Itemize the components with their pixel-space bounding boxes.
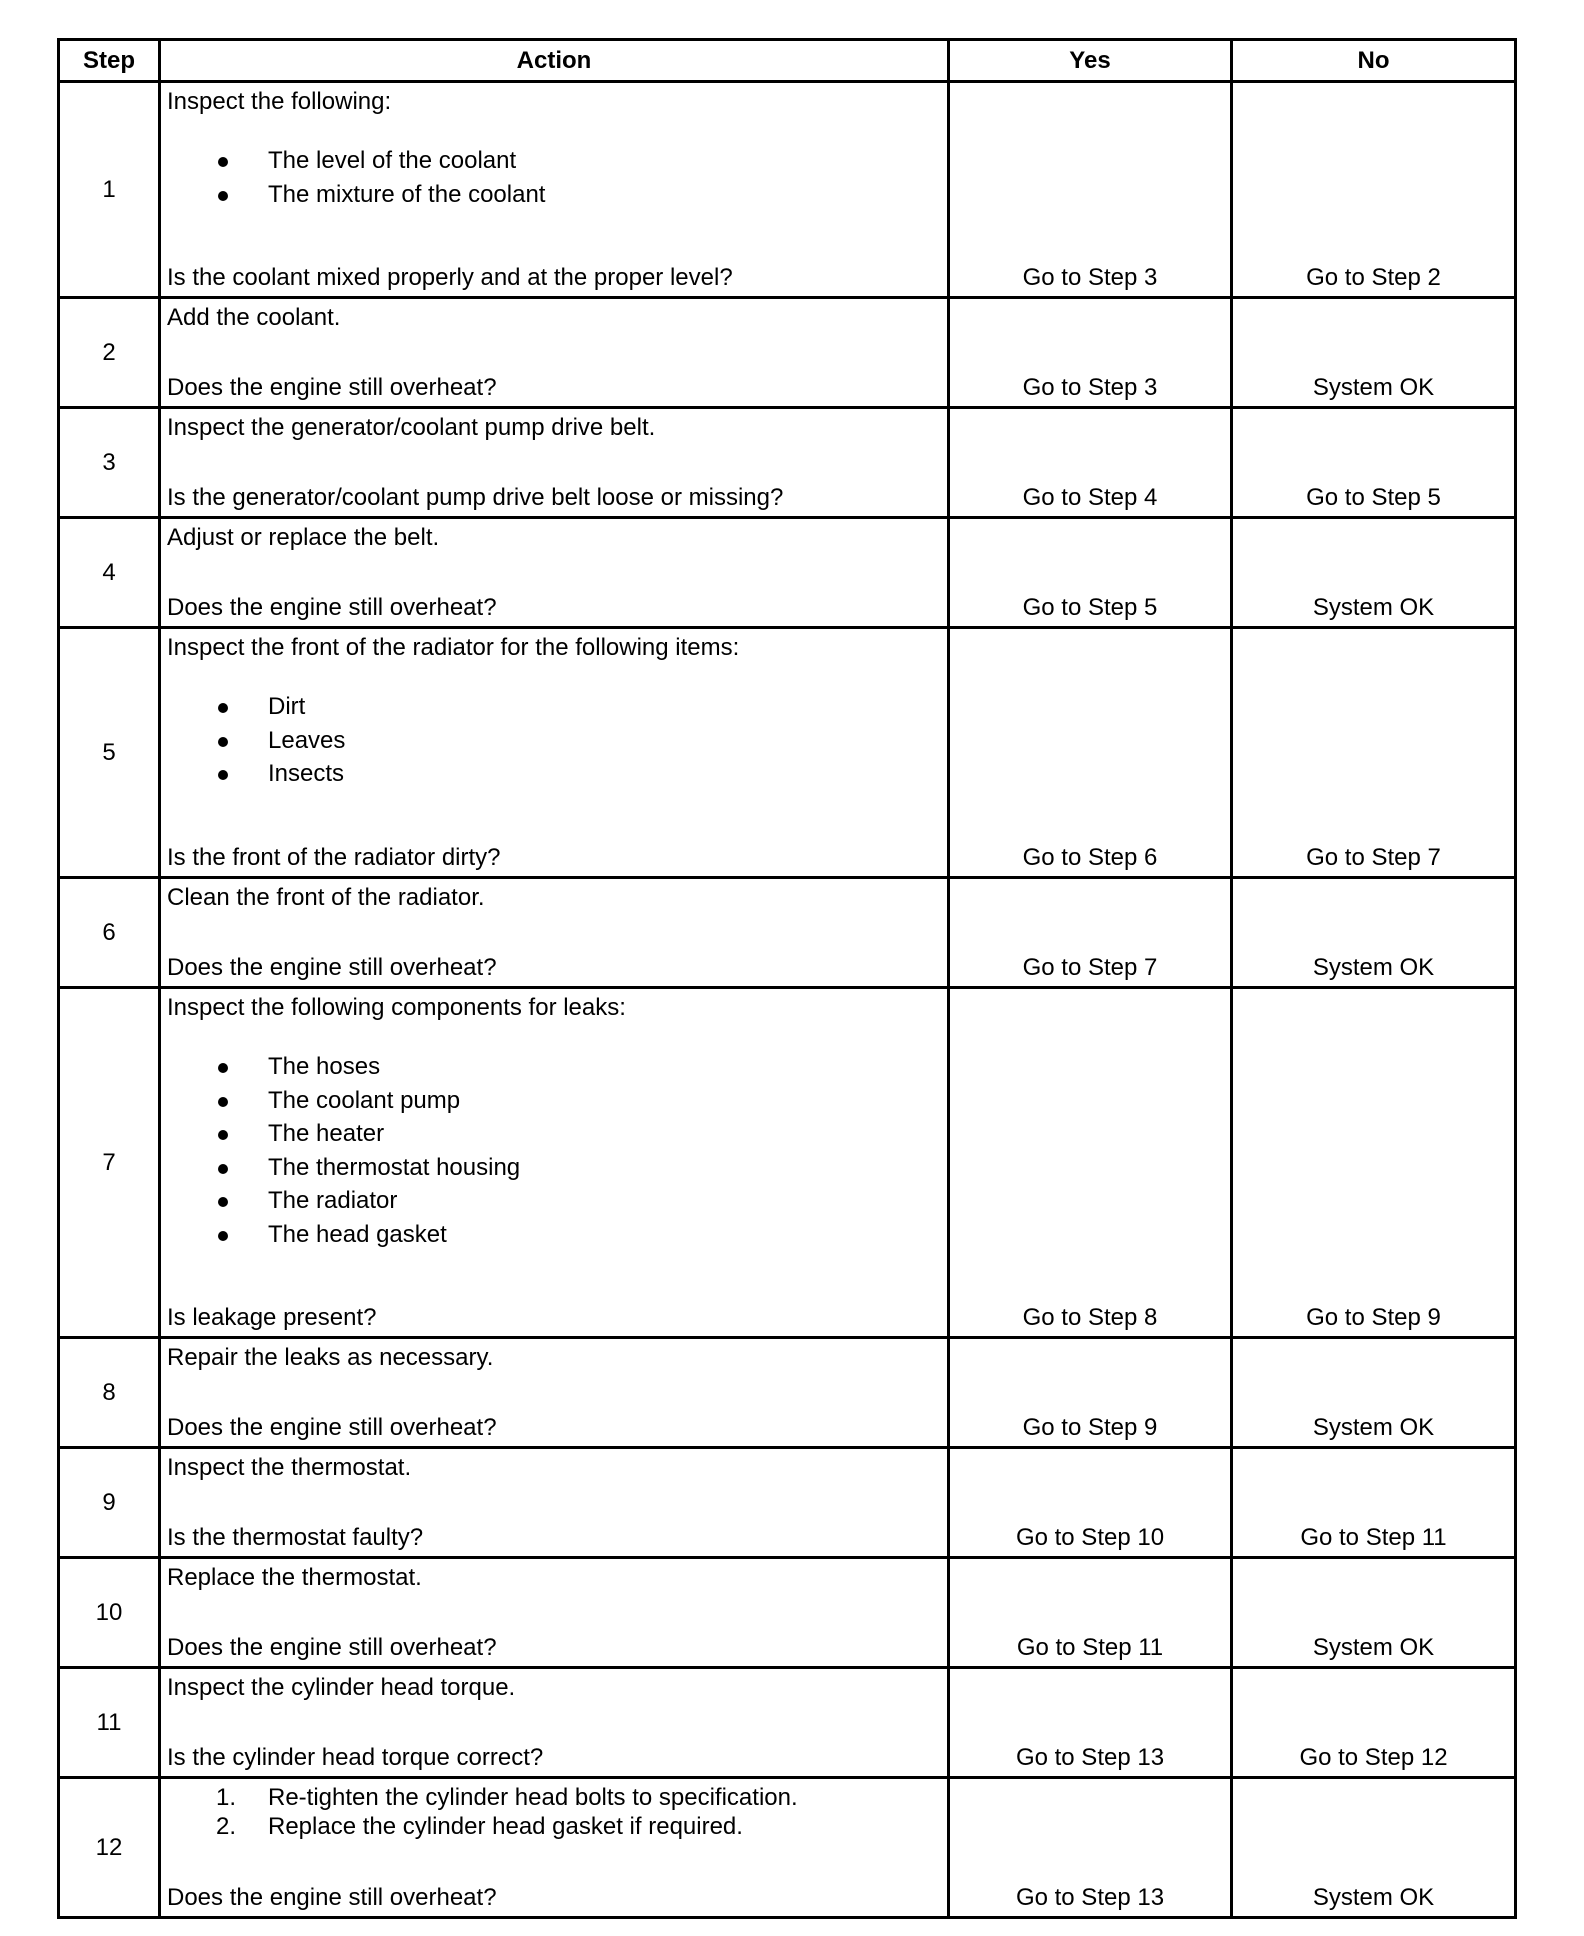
action-cell xyxy=(160,408,949,518)
step-number: 12 xyxy=(59,1778,160,1918)
bullet-item xyxy=(167,724,947,758)
item-text: Replace the cylinder head gasket if required. xyxy=(268,1813,743,1840)
action-cell xyxy=(160,1558,949,1668)
header-yes: Yes xyxy=(949,40,1232,82)
step-number: 1 xyxy=(59,82,160,298)
action-cell xyxy=(160,1448,949,1558)
action-question: Is the generator/coolant pump drive belt loose or missing? xyxy=(167,484,784,511)
yes-result: Go to Step 11 xyxy=(949,1558,1232,1668)
no-result: Go to Step 2 xyxy=(1232,82,1516,298)
table-row xyxy=(59,298,1516,408)
yes-result: Go to Step 3 xyxy=(949,298,1232,408)
numbered-item xyxy=(167,1812,947,1841)
step-number: 6 xyxy=(59,878,160,988)
action-question: Does the engine still overheat? xyxy=(167,1414,497,1441)
action-question: Does the engine still overheat? xyxy=(167,374,497,401)
step-number: 10 xyxy=(59,1558,160,1668)
numbered-list xyxy=(167,1783,947,1841)
bullet-list xyxy=(167,1050,947,1251)
header-step: Step xyxy=(59,40,160,82)
bullet-text: The hoses xyxy=(268,1053,381,1080)
bullet-text: The radiator xyxy=(268,1187,398,1214)
item-text: Re-tighten the cylinder head bolts to specification. xyxy=(268,1784,798,1811)
action-intro: Repair the leaks as necessary. xyxy=(167,1344,494,1371)
step-number: 8 xyxy=(59,1338,160,1448)
action-cell xyxy=(160,298,949,408)
bullet-item xyxy=(167,1050,947,1084)
yes-result: Go to Step 5 xyxy=(949,518,1232,628)
action-cell xyxy=(160,518,949,628)
header-no: No xyxy=(1232,40,1516,82)
action-question: Is the front of the radiator dirty? xyxy=(167,844,501,871)
action-intro: Inspect the following components for leaks: xyxy=(167,994,626,1021)
yes-result: Go to Step 13 xyxy=(949,1668,1232,1778)
bullet-list xyxy=(167,690,947,791)
step-number: 11 xyxy=(59,1668,160,1778)
step-number: 2 xyxy=(59,298,160,408)
action-question: Does the engine still overheat? xyxy=(167,1884,497,1911)
action-cell xyxy=(160,878,949,988)
bullet-item xyxy=(167,1151,947,1185)
bullet-icon xyxy=(218,1097,228,1107)
action-question: Is the cylinder head torque correct? xyxy=(167,1744,544,1771)
bullet-item xyxy=(167,144,947,178)
table-row xyxy=(59,82,1516,298)
action-cell xyxy=(160,1668,949,1778)
bullet-item xyxy=(167,690,947,724)
action-cell xyxy=(160,82,949,298)
table-row xyxy=(59,1778,1516,1918)
no-result: Go to Step 11 xyxy=(1232,1448,1516,1558)
step-number: 9 xyxy=(59,1448,160,1558)
bullet-icon xyxy=(218,191,228,201)
table-row xyxy=(59,628,1516,878)
item-number: 1. xyxy=(216,1784,237,1811)
bullet-text: Leaves xyxy=(268,726,346,754)
bullet-text: The thermostat housing xyxy=(268,1153,521,1181)
bullet-icon xyxy=(218,737,228,747)
bullet-text: Dirt xyxy=(268,693,306,720)
no-result: System OK xyxy=(1232,518,1516,628)
diagnostic-table xyxy=(57,38,1517,1919)
action-question: Is leakage present? xyxy=(167,1304,377,1331)
action-intro: Inspect the generator/coolant pump drive belt. xyxy=(167,414,656,441)
action-cell xyxy=(160,1778,949,1918)
yes-result: Go to Step 3 xyxy=(949,82,1232,298)
action-intro: Inspect the thermostat. xyxy=(167,1454,412,1481)
action-question: Is the coolant mixed properly and at the proper level? xyxy=(167,264,733,291)
yes-result: Go to Step 7 xyxy=(949,878,1232,988)
action-cell xyxy=(160,1338,949,1448)
bullet-icon xyxy=(218,1130,228,1140)
no-result: Go to Step 9 xyxy=(1232,988,1516,1338)
bullet-icon xyxy=(218,1063,228,1073)
numbered-item xyxy=(167,1783,947,1812)
action-intro: Clean the front of the radiator. xyxy=(167,884,485,911)
action-intro: Replace the thermostat. xyxy=(167,1564,422,1591)
no-result: System OK xyxy=(1232,878,1516,988)
step-number: 5 xyxy=(59,628,160,878)
bullet-text: Insects xyxy=(268,760,345,787)
bullet-item xyxy=(167,757,947,791)
yes-result: Go to Step 4 xyxy=(949,408,1232,518)
bullet-icon xyxy=(218,703,228,713)
header-action: Action xyxy=(160,40,949,82)
step-number: 4 xyxy=(59,518,160,628)
table-row xyxy=(59,1338,1516,1448)
action-question: Is the thermostat faulty? xyxy=(167,1524,424,1551)
table-row xyxy=(59,1448,1516,1558)
table-row xyxy=(59,408,1516,518)
step-number: 7 xyxy=(59,988,160,1338)
table-row xyxy=(59,518,1516,628)
bullet-icon xyxy=(218,770,228,780)
table-row xyxy=(59,1558,1516,1668)
action-intro: Adjust or replace the belt. xyxy=(167,524,440,551)
yes-result: Go to Step 13 xyxy=(949,1778,1232,1918)
bullet-text: The head gasket xyxy=(268,1220,447,1248)
action-intro: Inspect the cylinder head torque. xyxy=(167,1674,516,1701)
bullet-item xyxy=(167,1218,947,1252)
step-number: 3 xyxy=(59,408,160,518)
bullet-item xyxy=(167,1084,947,1118)
yes-result: Go to Step 8 xyxy=(949,988,1232,1338)
table-row xyxy=(59,1668,1516,1778)
no-result: System OK xyxy=(1232,1338,1516,1448)
action-cell xyxy=(160,628,949,878)
action-question: Does the engine still overheat? xyxy=(167,594,497,621)
no-result: System OK xyxy=(1232,1778,1516,1918)
action-intro: Inspect the front of the radiator for the following items: xyxy=(167,634,740,661)
no-result: Go to Step 5 xyxy=(1232,408,1516,518)
action-cell xyxy=(160,988,949,1338)
bullet-icon xyxy=(218,1164,228,1174)
action-question: Does the engine still overheat? xyxy=(167,954,497,981)
bullet-icon xyxy=(218,1231,228,1241)
action-question: Does the engine still overheat? xyxy=(167,1634,497,1661)
table-row xyxy=(59,988,1516,1338)
bullet-item xyxy=(167,1184,947,1218)
bullet-item xyxy=(167,178,947,212)
bullet-icon xyxy=(218,157,228,167)
bullet-text: The heater xyxy=(268,1120,385,1147)
bullet-text: The level of the coolant xyxy=(268,147,517,174)
item-number: 2. xyxy=(216,1813,237,1840)
no-result: System OK xyxy=(1232,298,1516,408)
no-result: Go to Step 12 xyxy=(1232,1668,1516,1778)
yes-result: Go to Step 9 xyxy=(949,1338,1232,1448)
bullet-text: The mixture of the coolant xyxy=(268,180,546,208)
yes-result: Go to Step 10 xyxy=(949,1448,1232,1558)
action-intro: Inspect the following: xyxy=(167,88,392,115)
table-row xyxy=(59,878,1516,988)
header-row xyxy=(59,40,1516,82)
bullet-item xyxy=(167,1117,947,1151)
yes-result: Go to Step 6 xyxy=(949,628,1232,878)
action-intro: Add the coolant. xyxy=(167,304,341,331)
no-result: Go to Step 7 xyxy=(1232,628,1516,878)
bullet-icon xyxy=(218,1197,228,1207)
bullet-list xyxy=(167,144,947,211)
bullet-text: The coolant pump xyxy=(268,1086,461,1114)
no-result: System OK xyxy=(1232,1558,1516,1668)
